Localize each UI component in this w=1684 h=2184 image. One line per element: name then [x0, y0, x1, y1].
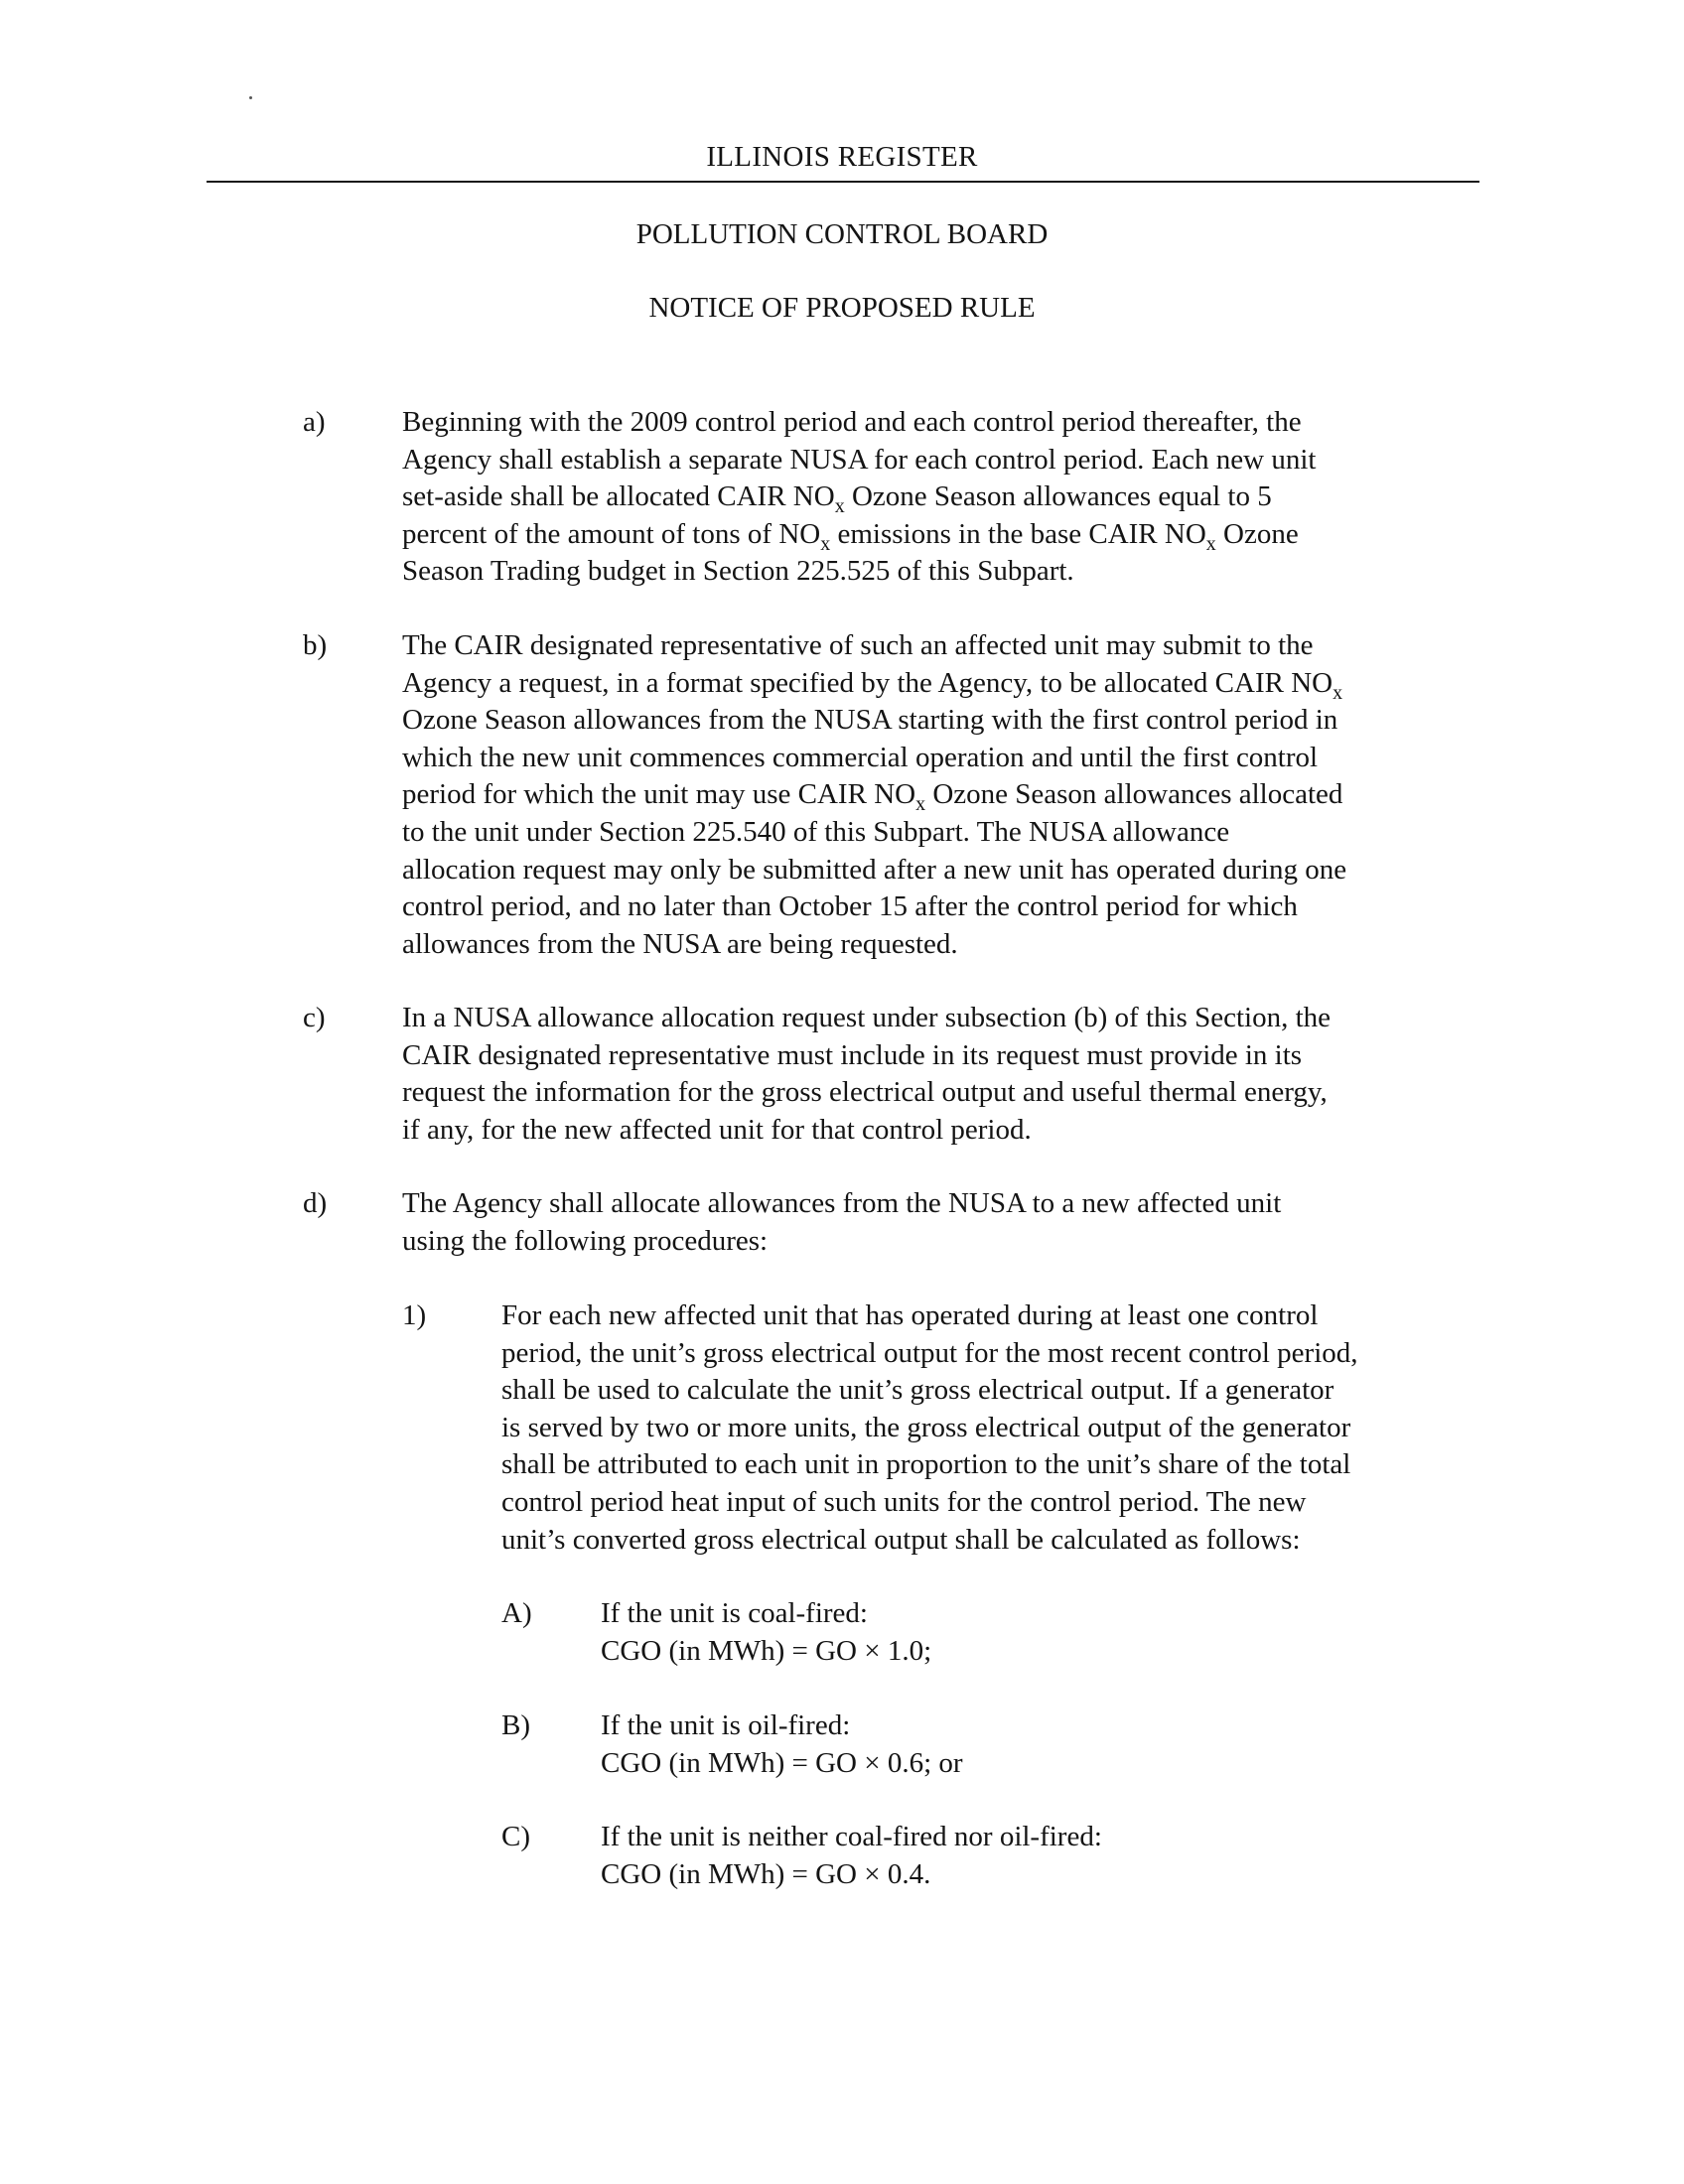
- text-line: Agency shall establish a separate NUSA for each control period. Each new unit: [402, 443, 1317, 476]
- formula-line: CGO (in MWh) = GO × 0.6; or: [601, 1746, 963, 1779]
- formula-line: CGO (in MWh) = GO × 1.0;: [601, 1634, 932, 1667]
- text-line: Beginning with the 2009 control period and each control period thereafter, the: [402, 406, 1302, 438]
- subparagraph-text: [601, 1707, 1494, 1782]
- subparagraph-text: [601, 1595, 1494, 1670]
- subparagraph-label: C): [501, 1821, 530, 1852]
- text-line: CAIR designated representative must include in its request must provide in its: [402, 1038, 1303, 1071]
- text-line: For each new affected unit that has operated during at least one control: [501, 1299, 1319, 1331]
- text-line: percent of the amount of tons of $NO_x$ emissions in the base CAIR $NO_x$ Ozone: [402, 517, 1299, 555]
- formula-line: CGO (in MWh) = GO × 0.4.: [601, 1857, 931, 1890]
- subsection-label: a): [303, 406, 326, 438]
- subsection-text: [402, 1185, 1494, 1260]
- text-line: The CAIR designated representative of such an affected unit may submit to the: [402, 629, 1314, 661]
- text-line: to the unit under Section 225.540 of this Subpart. The NUSA allowance: [402, 815, 1230, 848]
- register-title: ILLINOIS REGISTER: [706, 141, 978, 173]
- text-line: using the following procedures:: [402, 1224, 769, 1257]
- paragraph-label: 1): [402, 1299, 427, 1331]
- text-line: allowances from the NUSA are being requested.: [402, 927, 958, 960]
- subparagraph-text: [601, 1819, 1494, 1893]
- text-line: period for which the unit may use CAIR $NO_x$ Ozone Season allowances allocated: [402, 778, 1343, 816]
- text-line: shall be used to calculate the unit’s gross electrical output. If a generator: [501, 1374, 1334, 1407]
- text-line: Season Trading budget in Section 225.525 of this Subpart.: [402, 555, 1074, 588]
- header-rule: [207, 181, 1479, 183]
- notice-title: NOTICE OF PROPOSED RULE: [648, 292, 1036, 324]
- text-line: which the new unit commences commercial operation and until the first control: [402, 741, 1319, 773]
- text-line: is served by two or more units, the gross electrical output of the generator: [501, 1411, 1351, 1443]
- subparagraph-label: B): [501, 1709, 530, 1741]
- text-line: control period, and no later than October 15 after the control period for which: [402, 890, 1298, 923]
- text-line: if any, for the new affected unit for that control period.: [402, 1113, 1032, 1146]
- text-line: Ozone Season allowances from the NUSA starting with the first control period in: [402, 704, 1338, 737]
- text-line: unit’s converted gross electrical output shall be calculated as follows:: [501, 1523, 1301, 1556]
- text-line: set-aside shall be allocated CAIR $NO_x$ Ozone Season allowances equal to 5: [402, 480, 1272, 517]
- subsection-text: [402, 1000, 1494, 1149]
- subparagraph-label: A): [501, 1597, 532, 1629]
- text-line: period, the unit’s gross electrical output for the most recent control period,: [501, 1336, 1358, 1369]
- text-line: Agency a request, in a format specified by the Agency, to be allocated CAIR $NO_x$: [402, 666, 1343, 704]
- text-line: If the unit is neither coal-fired nor oil-fired:: [601, 1821, 1102, 1852]
- text-line: control period heat input of such units for the control period. The new: [501, 1485, 1307, 1518]
- text-line: request the information for the gross electrical output and useful thermal energy,: [402, 1076, 1328, 1109]
- subsection-label: c): [303, 1002, 326, 1033]
- paragraph-text: [501, 1297, 1494, 1559]
- text-line: If the unit is coal-fired:: [601, 1597, 868, 1629]
- subsection-text: [402, 404, 1494, 591]
- subsection-label: b): [303, 629, 328, 661]
- board-title: POLLUTION CONTROL BOARD: [635, 218, 1049, 250]
- text-line: shall be attributed to each unit in proportion to the unit’s share of the total: [501, 1448, 1351, 1481]
- subsection-label: d): [303, 1187, 328, 1219]
- text-line: In a NUSA allowance allocation request under subsection (b) of this Section, the: [402, 1002, 1332, 1033]
- text-line: allocation request may only be submitted after a new unit has operated during one: [402, 853, 1347, 886]
- text-line: The Agency shall allocate allowances from the NUSA to a new affected unit: [402, 1187, 1282, 1219]
- subsection-text: [402, 627, 1494, 963]
- scan-speck: [249, 96, 252, 99]
- text-line: If the unit is oil-fired:: [601, 1709, 851, 1741]
